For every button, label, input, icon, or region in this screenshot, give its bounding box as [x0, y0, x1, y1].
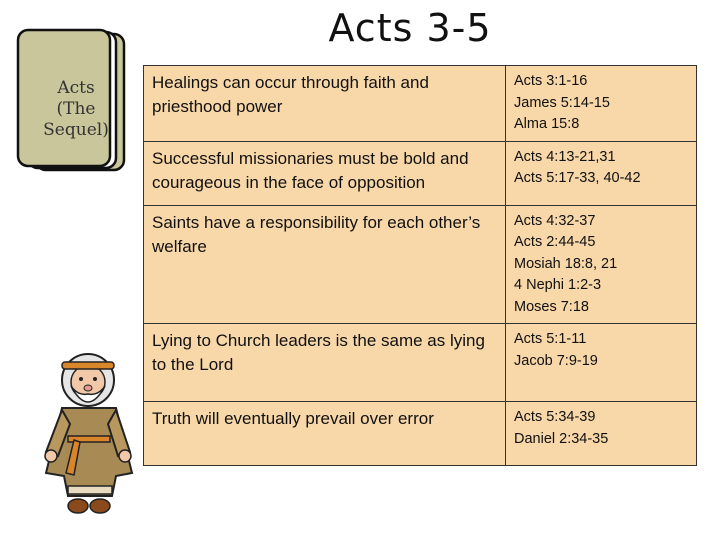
scripture-reference: James 5:14-15	[514, 94, 610, 111]
table-row	[144, 66, 697, 142]
references-cell	[506, 402, 697, 466]
scripture-table	[143, 65, 697, 466]
apostle-icon	[38, 348, 138, 518]
scripture-reference: Acts 5:1-11	[514, 331, 587, 347]
principle-cell: Successful missionaries must be bold and courageous in the face of opposition	[144, 141, 506, 205]
scripture-reference: Mosiah 18:8, 21	[514, 255, 618, 272]
scripture-reference: Alma 15:8	[514, 116, 580, 132]
references-cell	[506, 141, 697, 205]
table-row	[144, 324, 697, 402]
book-label: Acts (The Sequel)	[43, 78, 109, 140]
scripture-reference: Acts 3:1-16	[514, 73, 588, 89]
scripture-reference: Acts 5:17-33, 40-42	[514, 170, 641, 186]
scripture-reference: Acts 2:44-45	[514, 234, 596, 250]
scripture-reference: 4 Nephi 1:2-3	[514, 277, 602, 293]
principle-cell: Healings can occur through faith and priesthood power	[144, 66, 506, 142]
scripture-reference: Acts 5:34-39	[514, 409, 596, 425]
scripture-reference: Acts 4:32-37	[514, 212, 596, 229]
table-row	[144, 402, 697, 466]
scripture-reference: Jacob 7:9-19	[514, 352, 598, 369]
scripture-reference: Acts 4:13-21,31	[514, 148, 616, 165]
scripture-reference: Moses 7:18	[514, 298, 589, 315]
references-cell	[506, 324, 697, 402]
table-row	[144, 141, 697, 205]
page-title: Acts 3-5	[328, 6, 492, 50]
references-cell	[506, 66, 697, 142]
principle-cell: Saints have a responsibility for each other’s welfare	[144, 205, 506, 324]
scripture-reference: Daniel 2:34-35	[514, 430, 609, 447]
book-illustration	[14, 28, 128, 173]
principle-cell: Truth will eventually prevail over error	[144, 402, 506, 466]
apostle-figure	[38, 348, 138, 518]
table-row	[144, 205, 697, 324]
principle-cell: Lying to Church leaders is the same as lying to the Lord	[144, 324, 506, 402]
references-cell	[506, 205, 697, 324]
